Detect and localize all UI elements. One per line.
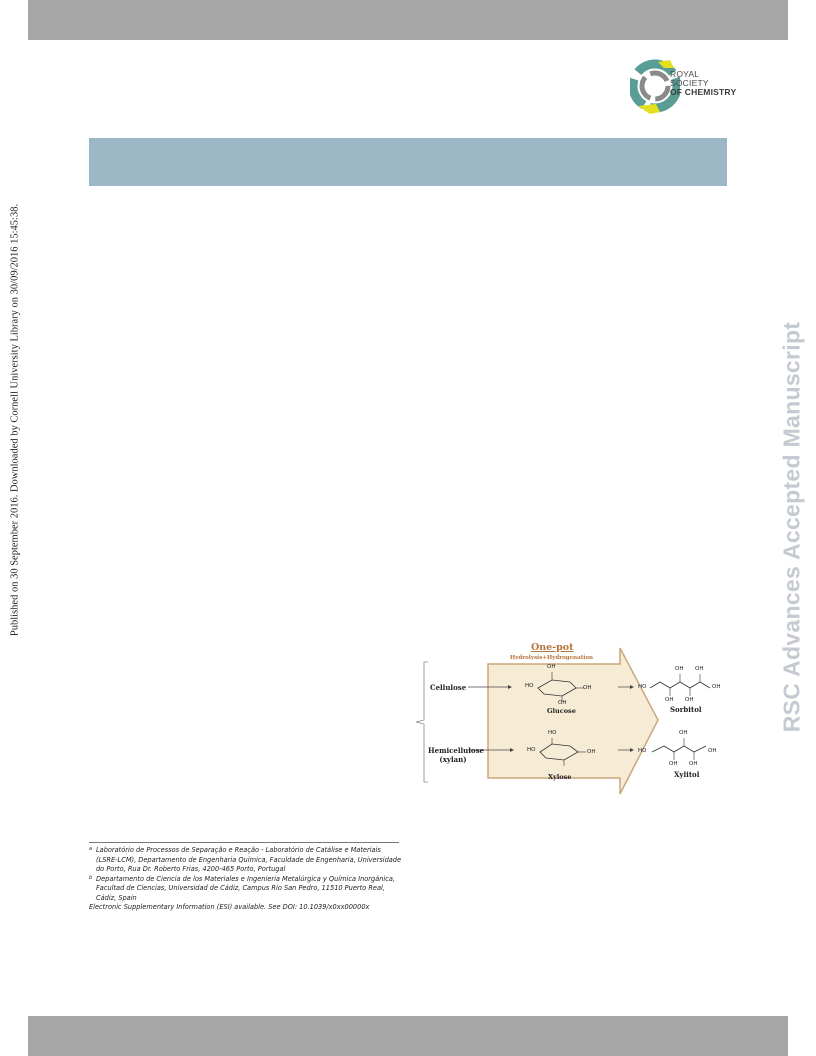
footnote-a-mark: a	[89, 846, 93, 852]
group-label: OH	[712, 684, 721, 690]
group-label: OH	[679, 730, 688, 736]
label-xylitol: Xylitol	[674, 770, 700, 779]
group-label: OH	[669, 761, 678, 767]
group-label: OH	[695, 666, 704, 672]
label-hemicellulose-line2: (xylan)	[439, 755, 467, 764]
label-cellulose: Cellulose	[430, 683, 467, 692]
header-band	[89, 138, 727, 186]
watermark-text: RSC Advances Accepted Manuscript	[778, 321, 805, 733]
group-label: OH	[587, 749, 596, 755]
footnote-a	[89, 846, 404, 875]
group-label: HO	[527, 747, 536, 753]
footnote-b-text: Departamento de Ciencia de los Materiales e Ingenieria Metalúrgica y Química Inorgánica, Facultad de Ciencias, Universidad de Cádiz, Campus Rio San Pedro, 11510 Puerto Real, Cádiz, Spain	[96, 874, 396, 902]
group-label: HO	[525, 683, 534, 689]
reaction-scheme	[412, 642, 738, 798]
group-label: HO	[638, 684, 647, 690]
group-label: OH	[547, 664, 556, 670]
group-label: OH	[689, 761, 698, 767]
label-xylose: Xylose	[548, 773, 572, 781]
group-label: OH	[665, 697, 674, 703]
group-label: OH	[558, 700, 567, 706]
label-hemicellulose	[428, 746, 484, 764]
group-label: OH	[685, 697, 694, 703]
group-label: OH	[675, 666, 684, 672]
footnote-esi: Electronic Supplementary Information (ESI) available. See DOI: 10.1039/x0xx00000x	[89, 903, 370, 911]
group-label: OH	[583, 685, 592, 691]
top-bar	[28, 0, 788, 40]
group-label: HO	[638, 748, 647, 754]
scheme-title: One-pot	[531, 642, 574, 653]
rsc-logo	[630, 56, 740, 118]
footnote-divider	[89, 842, 399, 843]
label-hemicellulose-line1: Hemicellulose	[428, 746, 484, 755]
label-sorbitol: Sorbitol	[670, 705, 702, 714]
group-label: OH	[708, 748, 717, 754]
footnote-b-mark: b	[89, 874, 93, 881]
logo-line-1: ROYAL SOCIETY	[670, 69, 709, 88]
footnote-b	[89, 875, 404, 904]
logo-line-2: OF CHEMISTRY	[670, 87, 737, 97]
group-label: HO	[548, 730, 557, 736]
footnote-a-text: Laboratório de Processos de Separação e Reação - Laboratório de Catálise e Materiais (LSRE-LCM), Departamento de Engenharia Química, Faculdade de Engenharia, Universidade do Porto, Rua Dr. Roberto Frias, 4200-465 Porto, Portugal	[96, 846, 402, 873]
footnotes	[89, 846, 404, 913]
publication-stamp-text: Published on 30 September 2016. Downloaded by Cornell University Library on 30/09/2016 15:45:38.	[9, 203, 21, 637]
bottom-bar	[28, 1016, 788, 1056]
label-glucose: Glucose	[547, 707, 576, 715]
scheme-subtitle: Hydrolysis+Hydrogenation	[510, 655, 593, 661]
